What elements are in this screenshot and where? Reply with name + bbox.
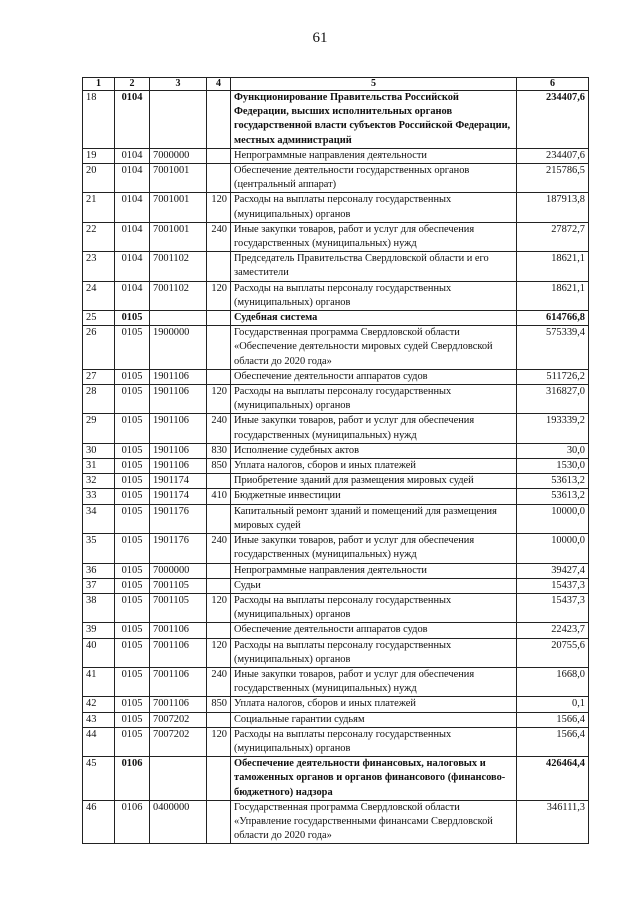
item-name-cell: Расходы на выплаты персоналу государственных (муниципальных) органов [231, 193, 517, 222]
expense-type-cell [207, 623, 231, 638]
table-row [83, 504, 589, 533]
expense-type-cell [207, 504, 231, 533]
amount-cell: 1530,0 [517, 459, 589, 474]
item-name-cell: Государственная программа Свердловской области «Обеспечение деятельности мировых судей Свердловской области до 2020 года» [231, 326, 517, 370]
table-row [83, 311, 589, 326]
amount-cell: 0,1 [517, 697, 589, 712]
column-header: 3 [150, 78, 207, 91]
section-code-cell: 0104 [115, 193, 150, 222]
section-code-cell: 0105 [115, 414, 150, 443]
amount-cell: 15437,3 [517, 593, 589, 622]
table-row [83, 474, 589, 489]
row-number-cell: 39 [83, 623, 115, 638]
amount-cell: 27872,7 [517, 222, 589, 251]
item-name-cell: Обеспечение деятельности аппаратов судов [231, 623, 517, 638]
target-article-cell: 1901106 [150, 443, 207, 458]
target-article-cell: 7001106 [150, 697, 207, 712]
table-row [83, 578, 589, 593]
row-number-cell: 30 [83, 443, 115, 458]
amount-cell: 575339,4 [517, 326, 589, 370]
table-row [83, 443, 589, 458]
column-header: 1 [83, 78, 115, 91]
section-code-cell: 0104 [115, 164, 150, 193]
section-code-cell: 0105 [115, 311, 150, 326]
target-article-cell: 7001106 [150, 638, 207, 667]
target-article-cell: 1901176 [150, 504, 207, 533]
section-code-cell: 0105 [115, 623, 150, 638]
item-name-cell: Обеспечение деятельности аппаратов судов [231, 369, 517, 384]
item-name-cell: Обеспечение деятельности финансовых, налоговых и таможенных органов и органов финансового (финансово-бюджетного) надзора [231, 757, 517, 801]
target-article-cell: 1901106 [150, 369, 207, 384]
expense-type-cell [207, 757, 231, 801]
section-code-cell: 0104 [115, 91, 150, 149]
expense-type-cell: 120 [207, 638, 231, 667]
expense-type-cell: 120 [207, 281, 231, 310]
section-code-cell: 0106 [115, 757, 150, 801]
row-number-cell: 25 [83, 311, 115, 326]
row-number-cell: 45 [83, 757, 115, 801]
amount-cell: 316827,0 [517, 385, 589, 414]
item-name-cell: Расходы на выплаты персоналу государственных (муниципальных) органов [231, 638, 517, 667]
expense-type-cell: 120 [207, 193, 231, 222]
table-row [83, 534, 589, 563]
amount-cell: 234407,6 [517, 148, 589, 163]
table-row [83, 489, 589, 504]
row-number-cell: 23 [83, 252, 115, 281]
amount-cell: 511726,2 [517, 369, 589, 384]
expense-type-cell: 830 [207, 443, 231, 458]
expense-type-cell: 240 [207, 414, 231, 443]
expense-type-cell [207, 712, 231, 727]
section-code-cell: 0105 [115, 667, 150, 696]
target-article-cell: 7007202 [150, 712, 207, 727]
item-name-cell: Иные закупки товаров, работ и услуг для обеспечения государственных (муниципальных) нужд [231, 667, 517, 696]
item-name-cell: Иные закупки товаров, работ и услуг для обеспечения государственных (муниципальных) нужд [231, 414, 517, 443]
table-row [83, 593, 589, 622]
table-row [83, 638, 589, 667]
row-number-cell: 29 [83, 414, 115, 443]
row-number-cell: 33 [83, 489, 115, 504]
target-article-cell: 7001102 [150, 281, 207, 310]
item-name-cell: Расходы на выплаты персоналу государственных (муниципальных) органов [231, 385, 517, 414]
item-name-cell: Непрограммные направления деятельности [231, 148, 517, 163]
target-article-cell: 7001102 [150, 252, 207, 281]
amount-cell: 18621,1 [517, 281, 589, 310]
row-number-cell: 28 [83, 385, 115, 414]
amount-cell: 1566,4 [517, 712, 589, 727]
amount-cell: 20755,6 [517, 638, 589, 667]
amount-cell: 15437,3 [517, 578, 589, 593]
target-article-cell: 1901174 [150, 474, 207, 489]
row-number-cell: 35 [83, 534, 115, 563]
table-row [83, 459, 589, 474]
item-name-cell: Исполнение судебных актов [231, 443, 517, 458]
expense-type-cell: 850 [207, 459, 231, 474]
expense-type-cell: 240 [207, 534, 231, 563]
amount-cell: 193339,2 [517, 414, 589, 443]
section-code-cell: 0104 [115, 222, 150, 251]
table-header-row [83, 78, 589, 91]
budget-table [82, 77, 589, 844]
item-name-cell: Судебная система [231, 311, 517, 326]
target-article-cell: 7001105 [150, 593, 207, 622]
expense-type-cell: 850 [207, 697, 231, 712]
row-number-cell: 46 [83, 800, 115, 844]
section-code-cell: 0105 [115, 504, 150, 533]
row-number-cell: 41 [83, 667, 115, 696]
item-name-cell: Капитальный ремонт зданий и помещений для размещения мировых судей [231, 504, 517, 533]
table-row [83, 252, 589, 281]
section-code-cell: 0105 [115, 443, 150, 458]
item-name-cell: Государственная программа Свердловской области «Управление государственными финансами Свердловской области до 2020 года» [231, 800, 517, 844]
amount-cell: 22423,7 [517, 623, 589, 638]
target-article-cell: 1901106 [150, 414, 207, 443]
table-row [83, 800, 589, 844]
section-code-cell: 0105 [115, 474, 150, 489]
target-article-cell: 7001106 [150, 623, 207, 638]
item-name-cell: Социальные гарантии судьям [231, 712, 517, 727]
column-header: 2 [115, 78, 150, 91]
amount-cell: 53613,2 [517, 474, 589, 489]
expense-type-cell [207, 474, 231, 489]
table-row [83, 369, 589, 384]
section-code-cell: 0105 [115, 578, 150, 593]
item-name-cell: Уплата налогов, сборов и иных платежей [231, 697, 517, 712]
section-code-cell: 0105 [115, 459, 150, 474]
section-code-cell: 0105 [115, 369, 150, 384]
row-number-cell: 37 [83, 578, 115, 593]
target-article-cell: 7000000 [150, 148, 207, 163]
section-code-cell: 0104 [115, 281, 150, 310]
row-number-cell: 44 [83, 727, 115, 756]
expense-type-cell: 120 [207, 727, 231, 756]
row-number-cell: 22 [83, 222, 115, 251]
target-article-cell: 7007202 [150, 727, 207, 756]
section-code-cell: 0104 [115, 148, 150, 163]
amount-cell: 426464,4 [517, 757, 589, 801]
expense-type-cell: 120 [207, 385, 231, 414]
row-number-cell: 40 [83, 638, 115, 667]
section-code-cell: 0105 [115, 638, 150, 667]
row-number-cell: 34 [83, 504, 115, 533]
table-row [83, 697, 589, 712]
amount-cell: 1668,0 [517, 667, 589, 696]
expense-type-cell [207, 800, 231, 844]
section-code-cell: 0106 [115, 800, 150, 844]
item-name-cell: Судьи [231, 578, 517, 593]
target-article-cell: 7001105 [150, 578, 207, 593]
table-row [83, 414, 589, 443]
row-number-cell: 24 [83, 281, 115, 310]
item-name-cell: Председатель Правительства Свердловской области и его заместители [231, 252, 517, 281]
amount-cell: 39427,4 [517, 563, 589, 578]
column-header: 5 [231, 78, 517, 91]
amount-cell: 234407,6 [517, 91, 589, 149]
target-article-cell: 7001106 [150, 667, 207, 696]
row-number-cell: 38 [83, 593, 115, 622]
amount-cell: 10000,0 [517, 504, 589, 533]
amount-cell: 10000,0 [517, 534, 589, 563]
target-article-cell: 7000000 [150, 563, 207, 578]
table-row [83, 222, 589, 251]
expense-type-cell [207, 326, 231, 370]
target-article-cell: 1900000 [150, 326, 207, 370]
row-number-cell: 21 [83, 193, 115, 222]
section-code-cell: 0105 [115, 326, 150, 370]
row-number-cell: 19 [83, 148, 115, 163]
table-row [83, 164, 589, 193]
target-article-cell: 1901106 [150, 385, 207, 414]
expense-type-cell: 240 [207, 667, 231, 696]
table-row [83, 91, 589, 149]
row-number-cell: 36 [83, 563, 115, 578]
amount-cell: 18621,1 [517, 252, 589, 281]
expense-type-cell [207, 311, 231, 326]
expense-type-cell [207, 148, 231, 163]
expense-type-cell [207, 578, 231, 593]
row-number-cell: 18 [83, 91, 115, 149]
item-name-cell: Иные закупки товаров, работ и услуг для обеспечения государственных (муниципальных) нужд [231, 534, 517, 563]
target-article-cell [150, 91, 207, 149]
amount-cell: 30,0 [517, 443, 589, 458]
column-header: 4 [207, 78, 231, 91]
table-row [83, 623, 589, 638]
section-code-cell: 0105 [115, 563, 150, 578]
expense-type-cell [207, 563, 231, 578]
expense-type-cell [207, 91, 231, 149]
item-name-cell: Непрограммные направления деятельности [231, 563, 517, 578]
target-article-cell: 7001001 [150, 164, 207, 193]
column-header: 6 [517, 78, 589, 91]
table-row [83, 281, 589, 310]
table-row [83, 757, 589, 801]
section-code-cell: 0105 [115, 697, 150, 712]
target-article-cell [150, 757, 207, 801]
section-code-cell: 0105 [115, 712, 150, 727]
expense-type-cell: 120 [207, 593, 231, 622]
row-number-cell: 27 [83, 369, 115, 384]
row-number-cell: 42 [83, 697, 115, 712]
amount-cell: 53613,2 [517, 489, 589, 504]
item-name-cell: Обеспечение деятельности государственных органов (центральный аппарат) [231, 164, 517, 193]
amount-cell: 1566,4 [517, 727, 589, 756]
row-number-cell: 32 [83, 474, 115, 489]
target-article-cell: 1901106 [150, 459, 207, 474]
expense-type-cell: 240 [207, 222, 231, 251]
page-number: 61 [312, 30, 328, 46]
table-row [83, 326, 589, 370]
target-article-cell: 7001001 [150, 222, 207, 251]
amount-cell: 614766,8 [517, 311, 589, 326]
item-name-cell: Расходы на выплаты персоналу государственных (муниципальных) органов [231, 593, 517, 622]
target-article-cell: 7001001 [150, 193, 207, 222]
target-article-cell: 0400000 [150, 800, 207, 844]
row-number-cell: 43 [83, 712, 115, 727]
amount-cell: 346111,3 [517, 800, 589, 844]
item-name-cell: Расходы на выплаты персоналу государственных (муниципальных) органов [231, 727, 517, 756]
section-code-cell: 0104 [115, 252, 150, 281]
table-row [83, 148, 589, 163]
table-row [83, 385, 589, 414]
section-code-cell: 0105 [115, 489, 150, 504]
table-row [83, 193, 589, 222]
target-article-cell: 1901176 [150, 534, 207, 563]
section-code-cell: 0105 [115, 593, 150, 622]
expense-type-cell: 410 [207, 489, 231, 504]
target-article-cell: 1901174 [150, 489, 207, 504]
expense-type-cell [207, 252, 231, 281]
item-name-cell: Иные закупки товаров, работ и услуг для обеспечения государственных (муниципальных) нужд [231, 222, 517, 251]
table-row [83, 667, 589, 696]
amount-cell: 215786,5 [517, 164, 589, 193]
expense-type-cell [207, 369, 231, 384]
section-code-cell: 0105 [115, 385, 150, 414]
expense-type-cell [207, 164, 231, 193]
row-number-cell: 31 [83, 459, 115, 474]
item-name-cell: Расходы на выплаты персоналу государственных (муниципальных) органов [231, 281, 517, 310]
item-name-cell: Функционирование Правительства Российской Федерации, высших исполнительных органов государственной власти субъектов Российской Федерации, местных администраций [231, 91, 517, 149]
table-row [83, 727, 589, 756]
target-article-cell [150, 311, 207, 326]
section-code-cell: 0105 [115, 727, 150, 756]
row-number-cell: 20 [83, 164, 115, 193]
table-row [83, 712, 589, 727]
section-code-cell: 0105 [115, 534, 150, 563]
amount-cell: 187913,8 [517, 193, 589, 222]
table-row [83, 563, 589, 578]
row-number-cell: 26 [83, 326, 115, 370]
item-name-cell: Уплата налогов, сборов и иных платежей [231, 459, 517, 474]
item-name-cell: Приобретение зданий для размещения мировых судей [231, 474, 517, 489]
item-name-cell: Бюджетные инвестиции [231, 489, 517, 504]
